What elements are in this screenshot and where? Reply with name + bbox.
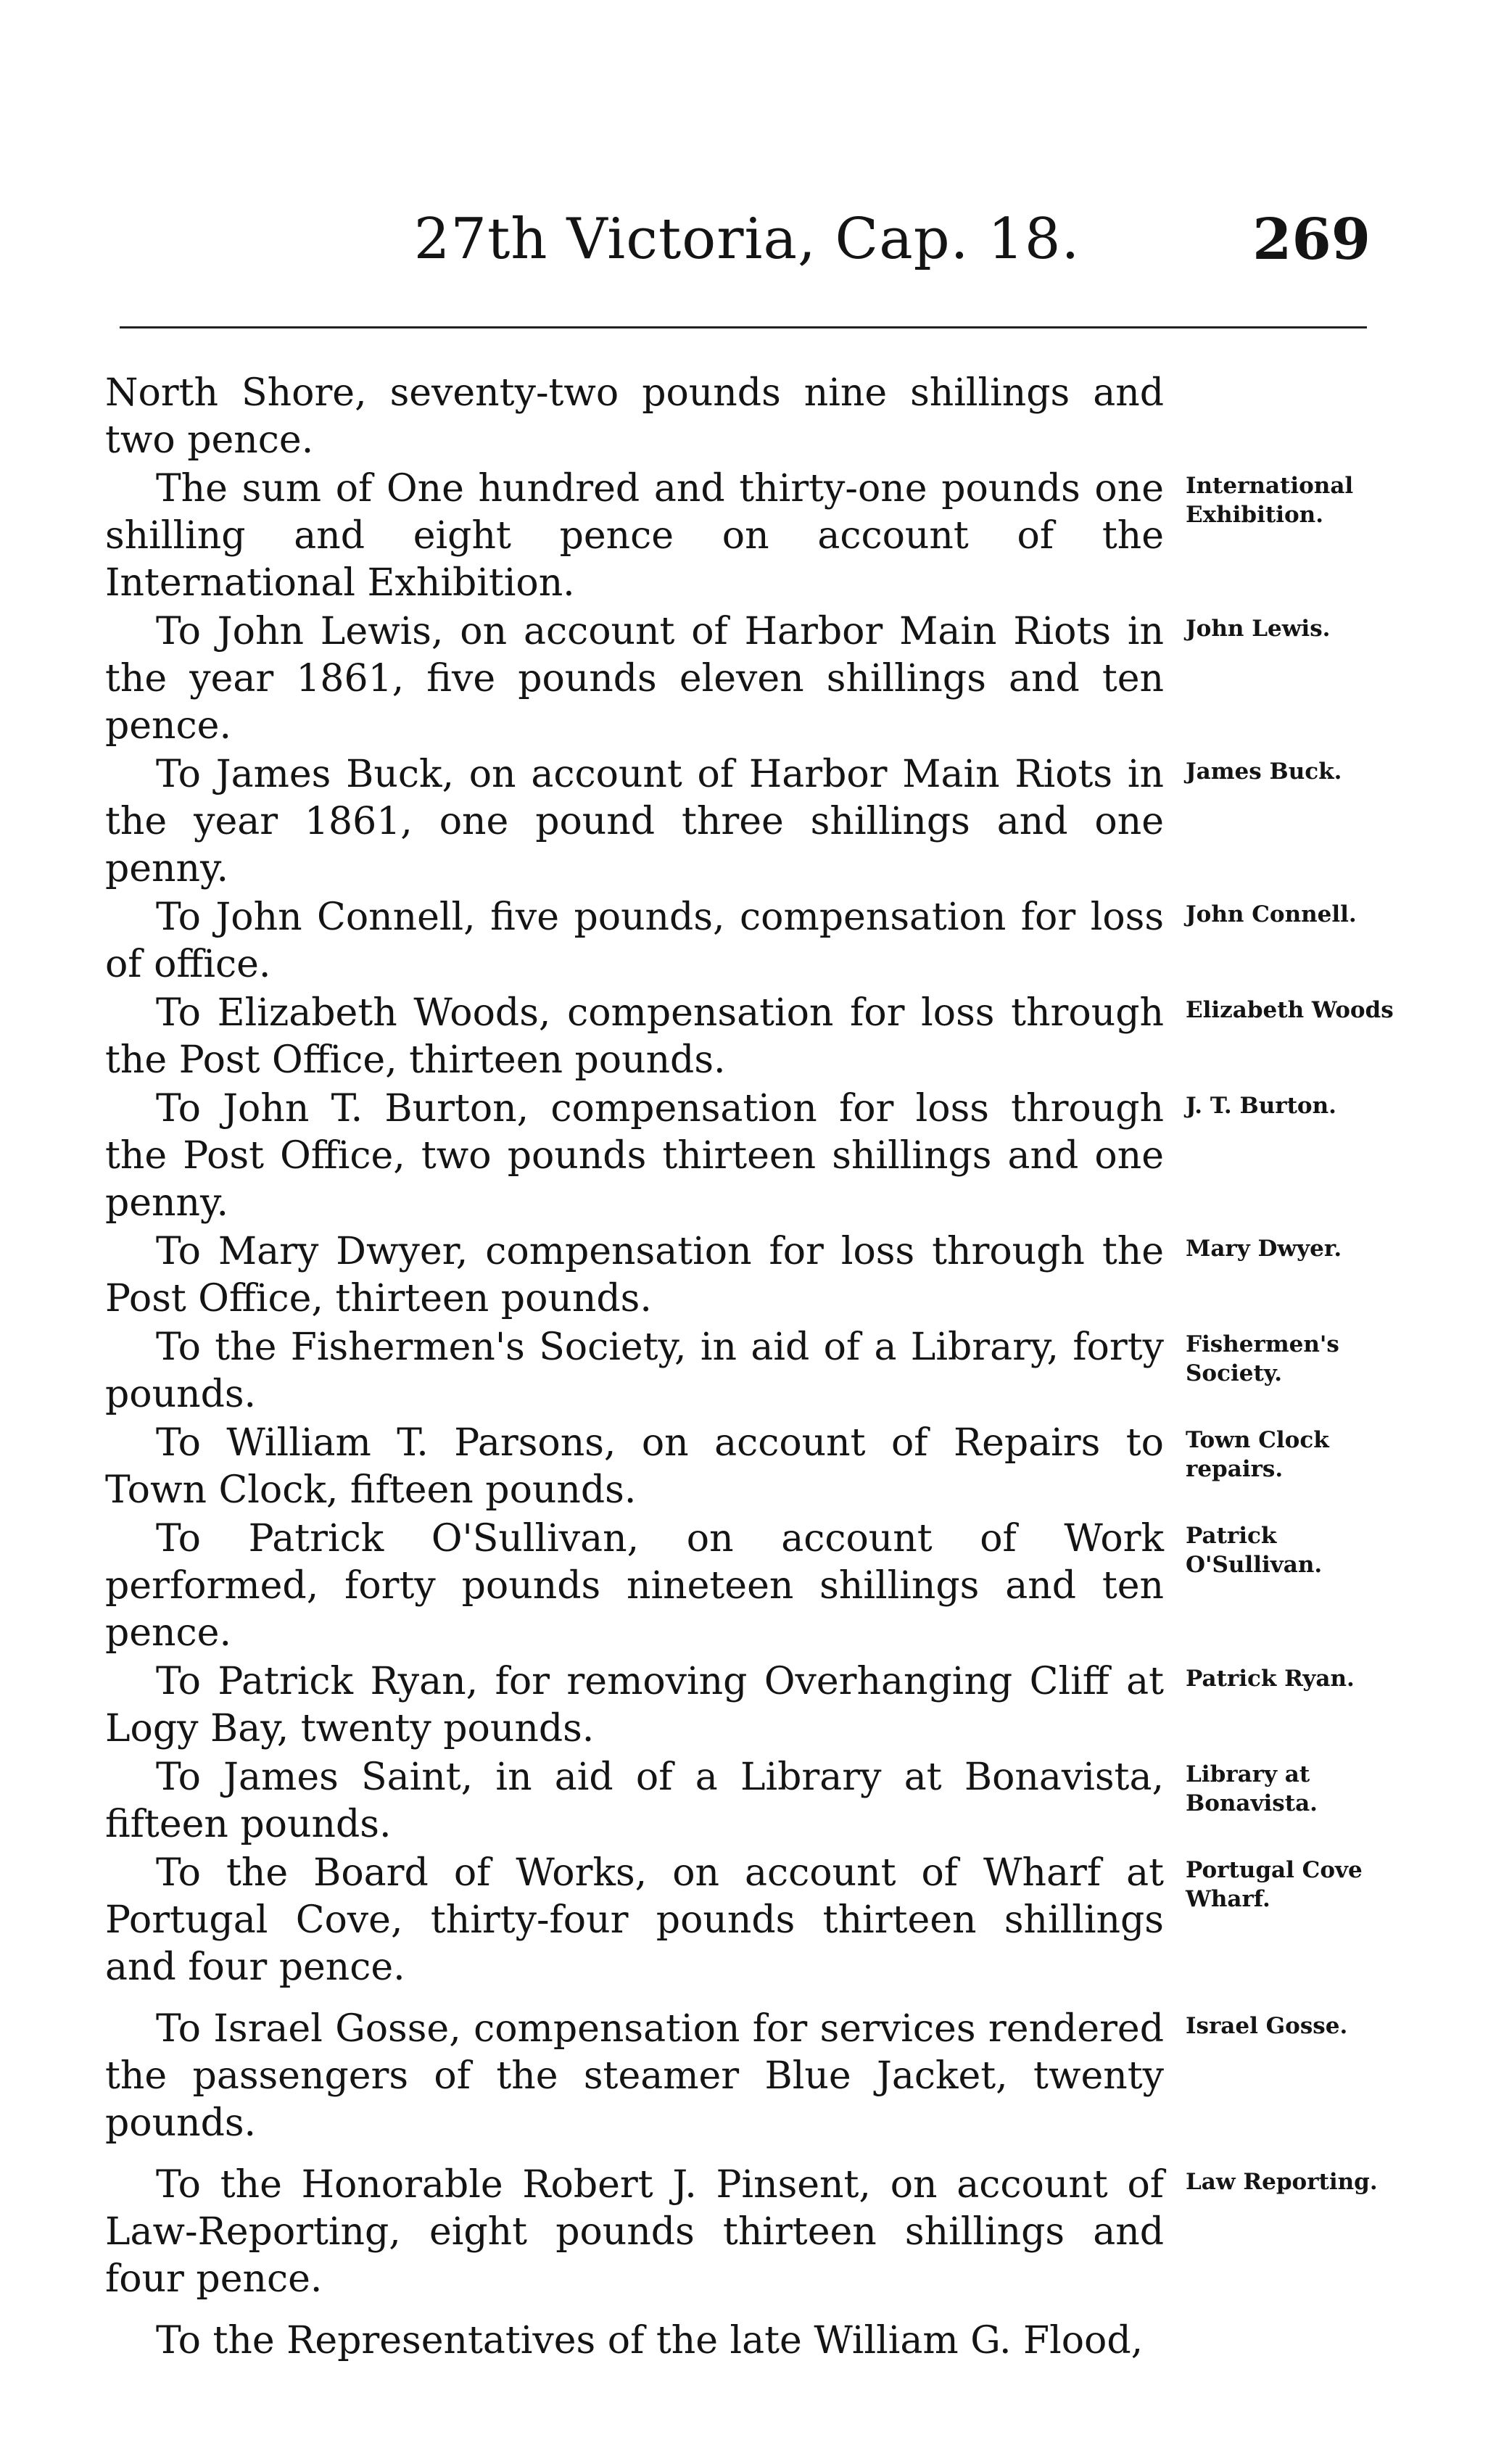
paragraph-text: To the Fishermen's Society, in aid of a Library, forty pounds. bbox=[105, 1326, 1164, 1416]
paragraph-james-buck bbox=[105, 751, 1342, 893]
paragraph-text: To James Buck, on account of Harbor Main Riots in the year 1861, one pound three shillings and one penny. bbox=[105, 753, 1164, 890]
header-rule bbox=[120, 326, 1367, 328]
paragraph-text: To Patrick O'Sullivan, on account of Work performed, forty pounds nineteen shillings and ten pence. bbox=[105, 1517, 1164, 1655]
paragraph-text: To the Representatives of the late William G. Flood, bbox=[156, 2319, 1144, 2362]
marginal-note: Israel Gosse. bbox=[1186, 2013, 1348, 2039]
paragraph-text: To John Connell, five pounds, compensation for loss of office. bbox=[105, 896, 1164, 986]
paragraph-william-flood bbox=[105, 2318, 1164, 2365]
paragraph-text: To Patrick Ryan, for removing Overhanging Cliff at Logy Bay, twenty pounds. bbox=[105, 1660, 1164, 1750]
paragraph-text: To Israel Gosse, compensation for services rendered the passengers of the steamer Blue Jacket, twenty pounds. bbox=[105, 2007, 1164, 2145]
paragraph-international-exhibition bbox=[105, 466, 1354, 607]
page-number: 269 bbox=[1252, 207, 1371, 273]
marginal-note: Mary Dwyer. bbox=[1186, 1236, 1342, 1262]
paragraph-fishermens-society bbox=[105, 1324, 1339, 1418]
marginal-note: Patrick Ryan. bbox=[1186, 1666, 1355, 1692]
paragraph-john-lewis bbox=[105, 608, 1331, 750]
paragraph-john-connell bbox=[105, 894, 1357, 988]
paragraph-text: The sum of One hundred and thirty-one pounds one shilling and eight pence on account of the International Exhibition. bbox=[105, 467, 1164, 605]
paragraph-text: To John Lewis, on account of Harbor Main Riots in the year 1861, five pounds eleven shillings and ten pence. bbox=[105, 610, 1164, 748]
paragraph-text: North Shore, seventy-two pounds nine shillings and two pence. bbox=[105, 371, 1164, 462]
marginal-note: John Connell. bbox=[1186, 901, 1357, 927]
paragraph-text: To the Honorable Robert J. Pinsent, on account of Law-Reporting, eight pounds thirteen shillings and four pence. bbox=[105, 2163, 1164, 2301]
running-title: 27th Victoria, Cap. 18. bbox=[413, 207, 1080, 272]
marginal-note: Library at Bonavista. bbox=[1186, 1761, 1318, 1816]
marginal-note: International Exhibition. bbox=[1186, 473, 1354, 528]
marginal-note: Portugal Cove Wharf. bbox=[1186, 1857, 1363, 1912]
marginal-note: Fishermen's Society. bbox=[1186, 1331, 1339, 1386]
paragraph-text: To Mary Dwyer, compensation for loss through the Post Office, thirteen pounds. bbox=[105, 1230, 1164, 1320]
paragraph-robert-pinsent bbox=[105, 2162, 1378, 2303]
paragraph-text: To James Saint, in aid of a Library at Bonavista, fifteen pounds. bbox=[105, 1756, 1164, 1846]
paragraph-north-shore bbox=[105, 370, 1164, 464]
paragraph-board-of-works bbox=[105, 1850, 1363, 1991]
paragraph-william-parsons bbox=[105, 1420, 1329, 1514]
paragraph-john-burton bbox=[105, 1086, 1336, 1227]
marginal-note: Law Reporting. bbox=[1186, 2169, 1378, 2195]
paragraph-patrick-osullivan bbox=[105, 1516, 1323, 1657]
marginal-note: Patrick O'Sullivan. bbox=[1186, 1523, 1323, 1578]
paragraph-text: To Elizabeth Woods, compensation for loss through the Post Office, thirteen pounds. bbox=[105, 991, 1164, 1082]
marginal-note: Elizabeth Woods bbox=[1186, 997, 1394, 1023]
marginal-note: James Buck. bbox=[1186, 758, 1342, 785]
paragraph-israel-gosse bbox=[105, 2006, 1348, 2147]
page-header bbox=[123, 192, 1371, 294]
marginal-note: John Lewis. bbox=[1186, 616, 1331, 642]
paragraph-text: To the Board of Works, on account of Wharf at Portugal Cove, thirty-four pounds thirteen shillings and four pence. bbox=[105, 1851, 1164, 1989]
marginal-note: Town Clock repairs. bbox=[1186, 1427, 1329, 1482]
paragraph-mary-dwyer bbox=[105, 1228, 1342, 1323]
paragraph-patrick-ryan bbox=[105, 1658, 1355, 1753]
paragraph-text: To William T. Parsons, on account of Repairs to Town Clock, fifteen pounds. bbox=[105, 1421, 1164, 1512]
page-body bbox=[105, 370, 1394, 2366]
paragraph-elizabeth-woods bbox=[105, 990, 1394, 1084]
paragraph-text: To John T. Burton, compensation for loss through the Post Office, two pounds thirteen shillings and one penny. bbox=[105, 1087, 1164, 1225]
paragraph-james-saint bbox=[105, 1754, 1318, 1848]
marginal-note: J. T. Burton. bbox=[1186, 1093, 1336, 1119]
